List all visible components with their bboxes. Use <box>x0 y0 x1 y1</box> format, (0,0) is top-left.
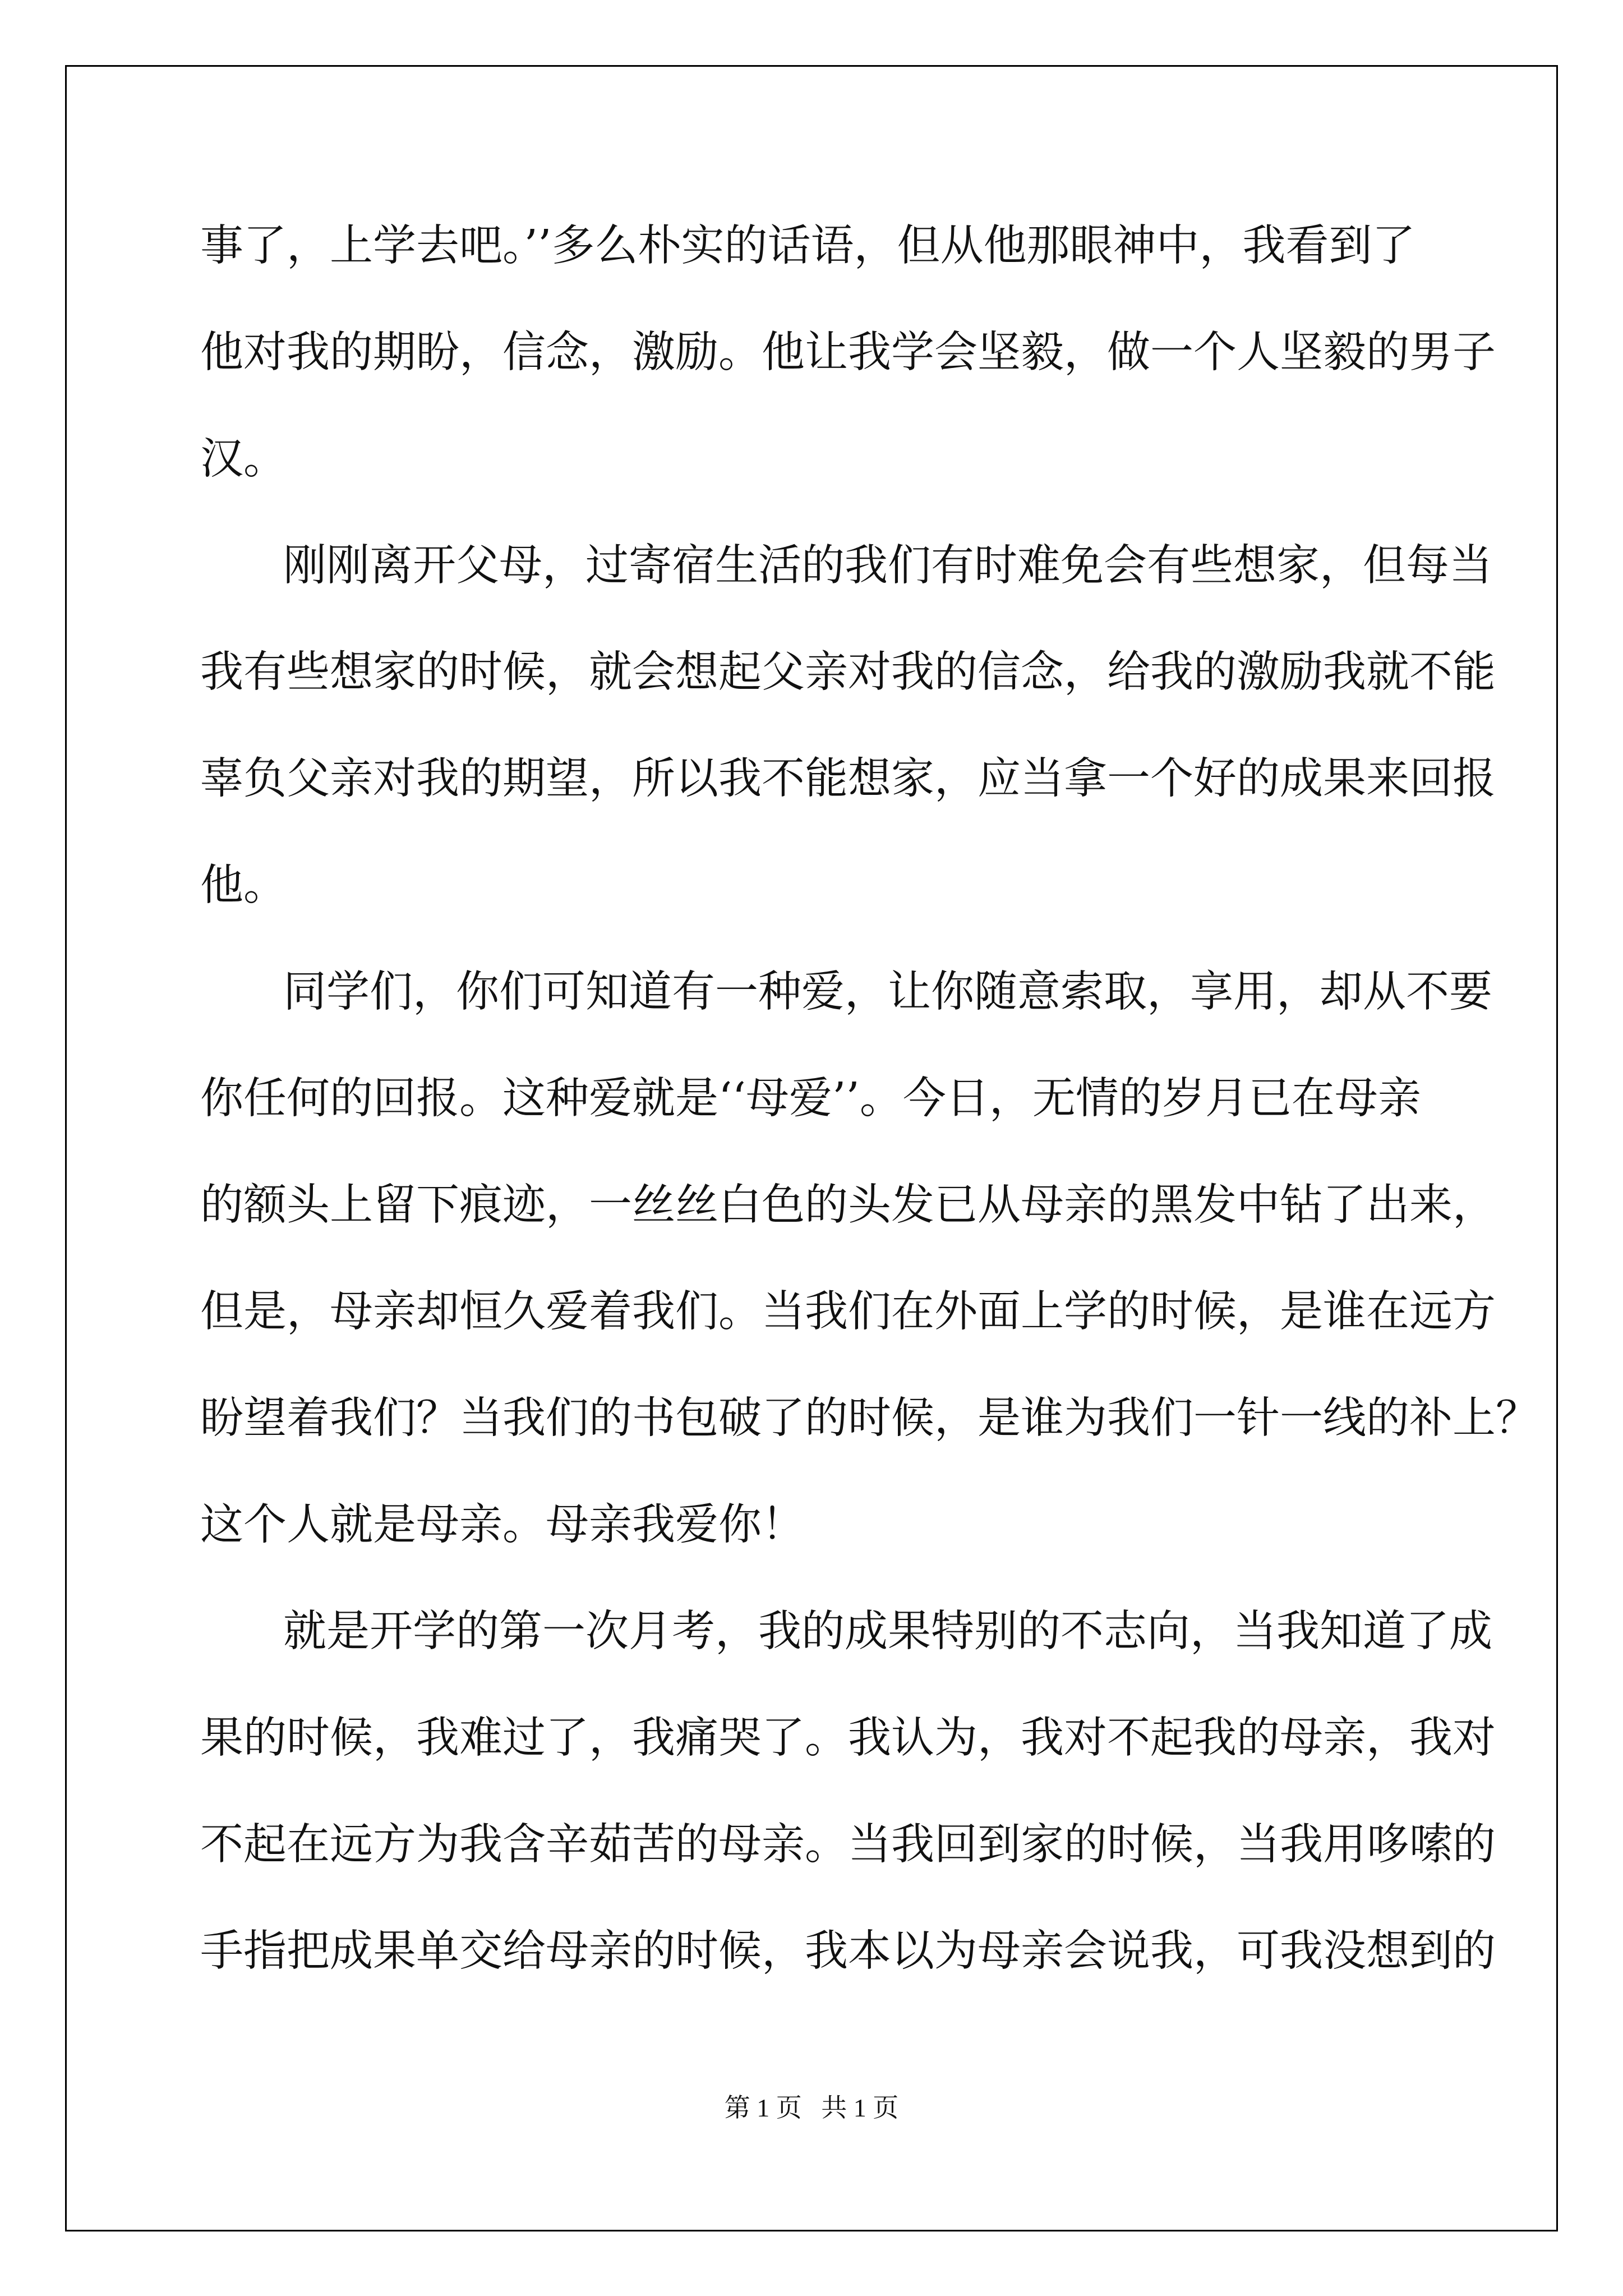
text-line: 我有些想家的时候，就会想起父亲对我的信念，给我的激励我就不能 <box>200 647 1496 697</box>
text-line: 他。 <box>200 861 287 910</box>
paragraph-first-line: 刚刚离开父母，过寄宿生活的我们有时难免会有些想家，但每当 <box>283 541 1492 591</box>
text-line: 他对我的期盼，信念，激励。他让我学会坚毅，做一个人坚毅的男子 <box>200 328 1496 378</box>
text-line: 果的时候，我难过了，我痛哭了。我认为，我对不起我的母亲，我对 <box>200 1713 1496 1763</box>
text-line: 盼望着我们？当我们的书包破了的时候，是谁为我们一针一线的补上？ <box>200 1393 1539 1443</box>
page-number-footer: 第 1 页 共 1 页 <box>724 2093 899 2122</box>
text-line: 你任何的回报。这种爱就是‘‘母爱’’。今日，无情的岁月已在母亲 <box>200 1074 1421 1124</box>
page-border <box>65 65 1558 2231</box>
text-line: 手指把成果单交给母亲的时候，我本以为母亲会说我，可我没想到的 <box>200 1926 1496 1976</box>
text-line: 的额头上留下痕迹，一丝丝白色的头发已从母亲的黑发中钻了出来， <box>200 1180 1496 1230</box>
text-line: 不起在远方为我含辛茹苦的母亲。当我回到家的时候，当我用哆嗦的 <box>200 1820 1496 1870</box>
text-line: 这个人就是母亲。母亲我爱你！ <box>200 1500 805 1550</box>
paragraph-first-line: 同学们，你们可知道有一种爱，让你随意索取，享用，却从不要 <box>283 967 1492 1017</box>
text-line: 辜负父亲对我的期望，所以我不能想家，应当拿一个好的成果来回报 <box>200 754 1496 804</box>
paragraph-first-line: 就是开学的第一次月考，我的成果特别的不志向，当我知道了成 <box>283 1607 1492 1657</box>
text-line: 但是，母亲却恒久爱着我们。当我们在外面上学的时候，是谁在远方 <box>200 1287 1496 1337</box>
text-line: 汉。 <box>200 434 287 484</box>
text-line: 事了，上学去吧。’’多么朴实的话语，但从他那眼神中，我看到了 <box>200 221 1415 271</box>
